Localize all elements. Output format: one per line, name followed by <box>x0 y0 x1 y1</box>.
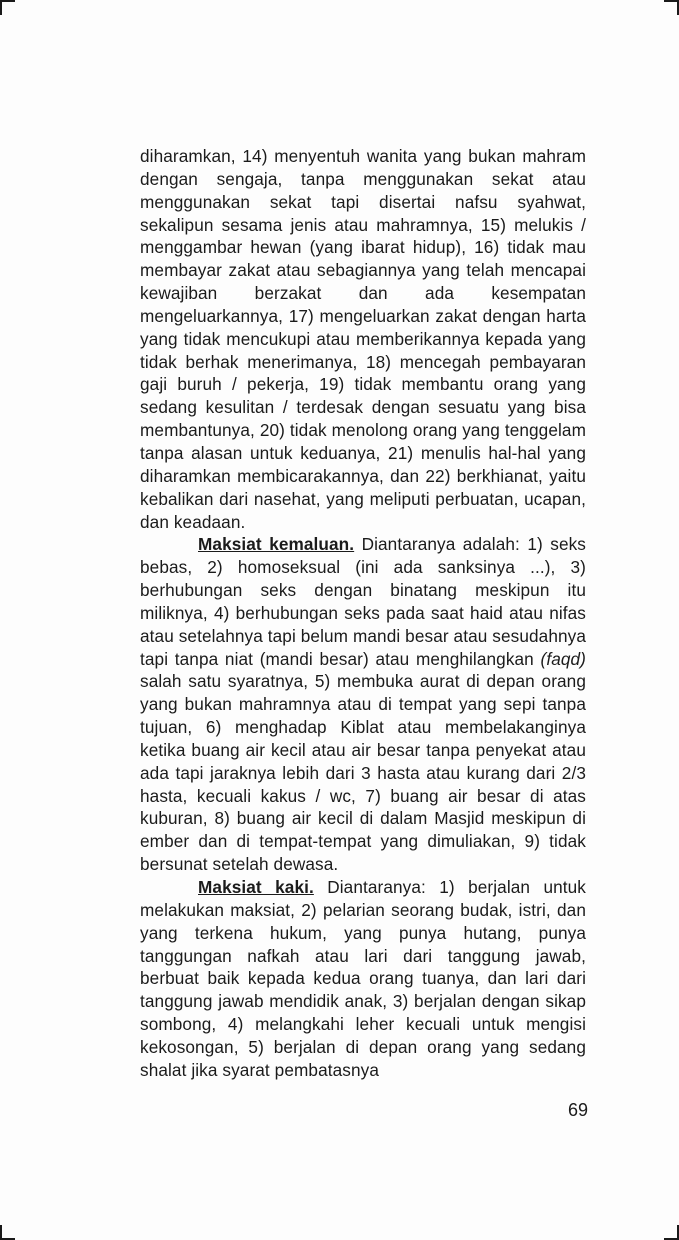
crop-mark-top-right <box>664 0 679 15</box>
crop-mark-bottom-left <box>0 1225 15 1240</box>
paragraph-maksiat-kemaluan <box>140 533 586 876</box>
inline-heading: Maksiat kemaluan. <box>198 534 355 555</box>
text-run: salah satu syaratnya, 5) membuka aurat di depan orang yang bukan mahramnya atau di tempat yang sepi tanpa tujuan, 6) menghadap Kiblat atau membelakanginya ketika buang air kecil atau air besar tanpa penyekat atau ada tapi jaraknya lebih dari 3 hasta atau kurang dari 2/3 hasta, kecuali kakus / wc, 7) buang air besar di atas kuburan, 8) buang air kecil di dalam Masjid meskipun di ember dan di tempat-tempat yang dimuliakan, 9) tidak bersunat setelah dewasa. <box>140 671 586 875</box>
inline-heading: Maksiat kaki. <box>198 877 314 897</box>
text-run: diharamkan, 14) menyentuh wanita yang bukan mahram dengan sengaja, tanpa menggunakan sekat atau menggunakan sekat tapi disertai nafsu syahwat, sekalipun sesama jenis atau mahramnya, 15) melukis / menggambar hewan (yang ibarat hidup), 16) tidak mau membayar zakat atau sebagiannya yang telah mencapai kewajiban berzakat dan ada kesempatan mengeluarkannya, 17) mengeluarkan zakat dengan harta yang tidak mencukupi atau memberikannya kepada yang tidak berhak menerimanya, 18) mencegah pembayaran gaji buruh / pekerja, 19) tidak membantu orang yang sedang kesulitan / terdesak dengan sesuatu yang bisa membantunya, 20) tidak menolong orang yang tenggelam tanpa alasan untuk keduanya, 21) menulis hal-hal yang diharamkan membicarakannya, dan 22) berkhianat, yaitu kebalikan dari nasehat, yang meliputi perbuatan, ucapan, dan keadaan. <box>140 146 586 532</box>
page-text-block <box>140 145 586 1082</box>
text-run: (faqd) <box>540 648 586 669</box>
text-run: Diantaranya adalah: 1) seks bebas, 2) homoseksual (ini ada sanksinya ...), 3) berhubungan seks dengan binatang meskipun itu miliknya, 4) berhubungan seks pada saat haid atau nifas atau setelahnya tapi belum mandi besar atau sesudahnya tapi tanpa niat (mandi besar) atau menghilangkan <box>140 534 586 669</box>
crop-mark-top-left <box>0 0 15 15</box>
crop-mark-bottom-right <box>664 1225 679 1240</box>
text-run: Diantaranya: 1) berjalan untuk melakukan maksiat, 2) pelarian seorang budak, istri, dan yang terkena hukum, yang punya hutang, punya tanggungan nafkah atau lari dari tanggung jawab, berbuat baik kepada kedua orang tuanya, dan lari dari tanggung jawab mendidik anak, 3) berjalan dengan sikap sombong, 4) melangkahi leher kecuali untuk mengisi kekosongan, 5) berjalan di depan orang yang sedang shalat jika syarat pembatasnya <box>140 877 586 1080</box>
paragraph-maksiat-continuation <box>140 145 586 533</box>
paragraph-maksiat-kaki <box>140 876 586 1082</box>
page-number: 69 <box>567 1100 588 1120</box>
